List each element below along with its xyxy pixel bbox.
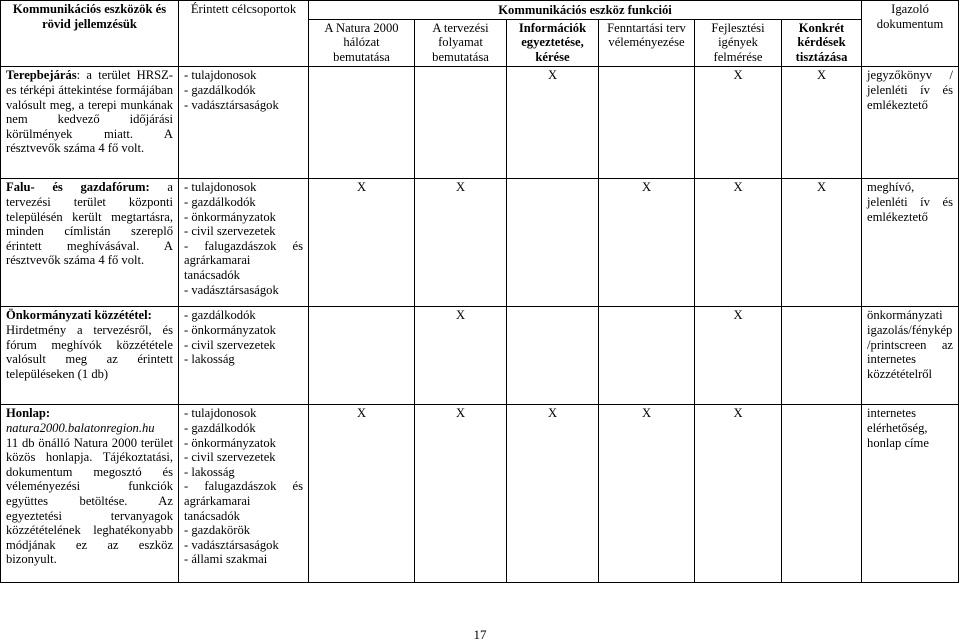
header-planning-process: A tervezési folyamat bemutatása [415, 19, 507, 67]
mark-cell: X [415, 179, 507, 307]
mark-cell [599, 67, 695, 179]
target-group: - lakosság [184, 464, 235, 479]
mark-cell: X [507, 405, 599, 583]
target-group: - falugazdászok és agrárkamarai tanácsadók [184, 238, 303, 282]
proof-cell: jegyzőkönyv / jelenléti ív és emlékeztető [862, 67, 959, 179]
target-groups-cell [179, 405, 309, 583]
header-proof-document: Igazoló dokumentum [862, 1, 959, 67]
target-group: - vadásztársaságok [184, 97, 279, 112]
page-number: 17 [473, 627, 487, 642]
header-information-exchange: Információk egyeztetése, kérése [507, 19, 599, 67]
header-natura-network: A Natura 2000 hálózat bemutatása [309, 19, 415, 67]
tool-title: Önkormányzati közzététel: [6, 308, 152, 323]
target-group: - gazdálkodók [184, 308, 256, 323]
header-plan-review: Fenntartási terv véleményezése [599, 19, 695, 67]
mark-cell [507, 179, 599, 307]
mark-cell: X [599, 405, 695, 583]
target-group: - önkormányzatok [184, 435, 276, 450]
mark-cell: X [782, 67, 862, 179]
mark-cell: X [695, 179, 782, 307]
mark-cell: X [507, 67, 599, 179]
tool-description [1, 405, 179, 583]
target-groups-cell [179, 67, 309, 179]
mark-cell [507, 307, 599, 405]
table-row [1, 67, 959, 179]
proof-cell: önkormányzati igazolás/fénykép /printscreen az internetes közzétételről [862, 307, 959, 405]
header-development-needs: Fejlesztési igények felmérése [695, 19, 782, 67]
target-group: - lakosság [184, 352, 235, 367]
mark-cell [309, 307, 415, 405]
tool-text: 11 db önálló Natura 2000 terület közös honlapja. Tájékoztatási, dokumentum megosztó és véleményezési funkciók együttes betöltése. Az egyeztetési tervanyagok közzétételének leghatékonyabb módjának ez az eszköz bizonyult. [6, 435, 173, 567]
target-groups-cell [179, 307, 309, 405]
proof-cell: internetes elérhetőség, honlap címe [862, 405, 959, 583]
tool-description [1, 179, 179, 307]
mark-cell [782, 405, 862, 583]
mark-cell [782, 307, 862, 405]
target-group: - gazdálkodók [184, 82, 256, 97]
target-group: - civil szervezetek [184, 337, 276, 352]
header-tools: Kommunikációs eszközök és rövid jellemzésük [1, 1, 179, 67]
target-group: - önkormányzatok [184, 322, 276, 337]
target-group: - tulajdonosok [184, 68, 257, 83]
target-group: - gazdálkodók [184, 420, 256, 435]
mark-cell: X [782, 179, 862, 307]
target-group: - tulajdonosok [184, 406, 257, 421]
target-group: - vadásztársaságok [184, 282, 279, 297]
mark-cell: X [695, 405, 782, 583]
table-row [1, 307, 959, 405]
mark-cell: X [309, 179, 415, 307]
mark-cell: X [599, 179, 695, 307]
target-group: - falugazdászok és agrárkamarai tanácsadók [184, 479, 303, 523]
target-group: - önkormányzatok [184, 209, 276, 224]
target-group: - tulajdonosok [184, 180, 257, 195]
tool-text: Hirdetmény a tervezésről, és fórum meghívók közzététele valósult meg az érintett településeken (1 db) [6, 322, 173, 381]
tool-title: Honlap: [6, 406, 51, 421]
header-target-groups: Érintett célcsoportok [179, 1, 309, 67]
mark-cell: X [309, 405, 415, 583]
table-row [1, 179, 959, 307]
target-group: - gazdakörök [184, 523, 251, 538]
target-group: - civil szervezetek [184, 450, 276, 465]
mark-cell [309, 67, 415, 179]
target-group: - gazdálkodók [184, 194, 256, 209]
target-group: - állami szakmai [184, 552, 268, 567]
mark-cell: X [415, 405, 507, 583]
tool-description [1, 307, 179, 405]
header-specific-questions: Konkrét kérdések tisztázása [782, 19, 862, 67]
header-functions-group: Kommunikációs eszköz funkciói [309, 1, 862, 20]
target-group: - vadásztársaságok [184, 537, 279, 552]
tool-text: : a terület HRSZ-es térképi áttekintése formájában valósult meg, a terepi munkának nem kedvező időjárási körülmények miatt. A résztvevők száma 4 fő volt. [6, 68, 173, 156]
mark-cell: X [415, 307, 507, 405]
mark-cell [415, 67, 507, 179]
target-groups-cell [179, 179, 309, 307]
mark-cell [599, 307, 695, 405]
proof-cell: meghívó, jelenléti ív és emlékeztető [862, 179, 959, 307]
mark-cell: X [695, 307, 782, 405]
tool-title: Terepbejárás [6, 68, 77, 83]
table-row [1, 405, 959, 583]
tool-title: Falu- és gazdafórum: [6, 180, 150, 195]
tool-text: a tervezési terület központi településén került megtartásra, minden címlistán szereplő érintett meghívásával. A résztvevők száma 4 fő volt. [6, 180, 173, 268]
tool-description [1, 67, 179, 179]
mark-cell: X [695, 67, 782, 179]
target-group: - civil szervezetek [184, 224, 276, 239]
tool-link: natura2000.balatonregion.hu [6, 420, 155, 435]
